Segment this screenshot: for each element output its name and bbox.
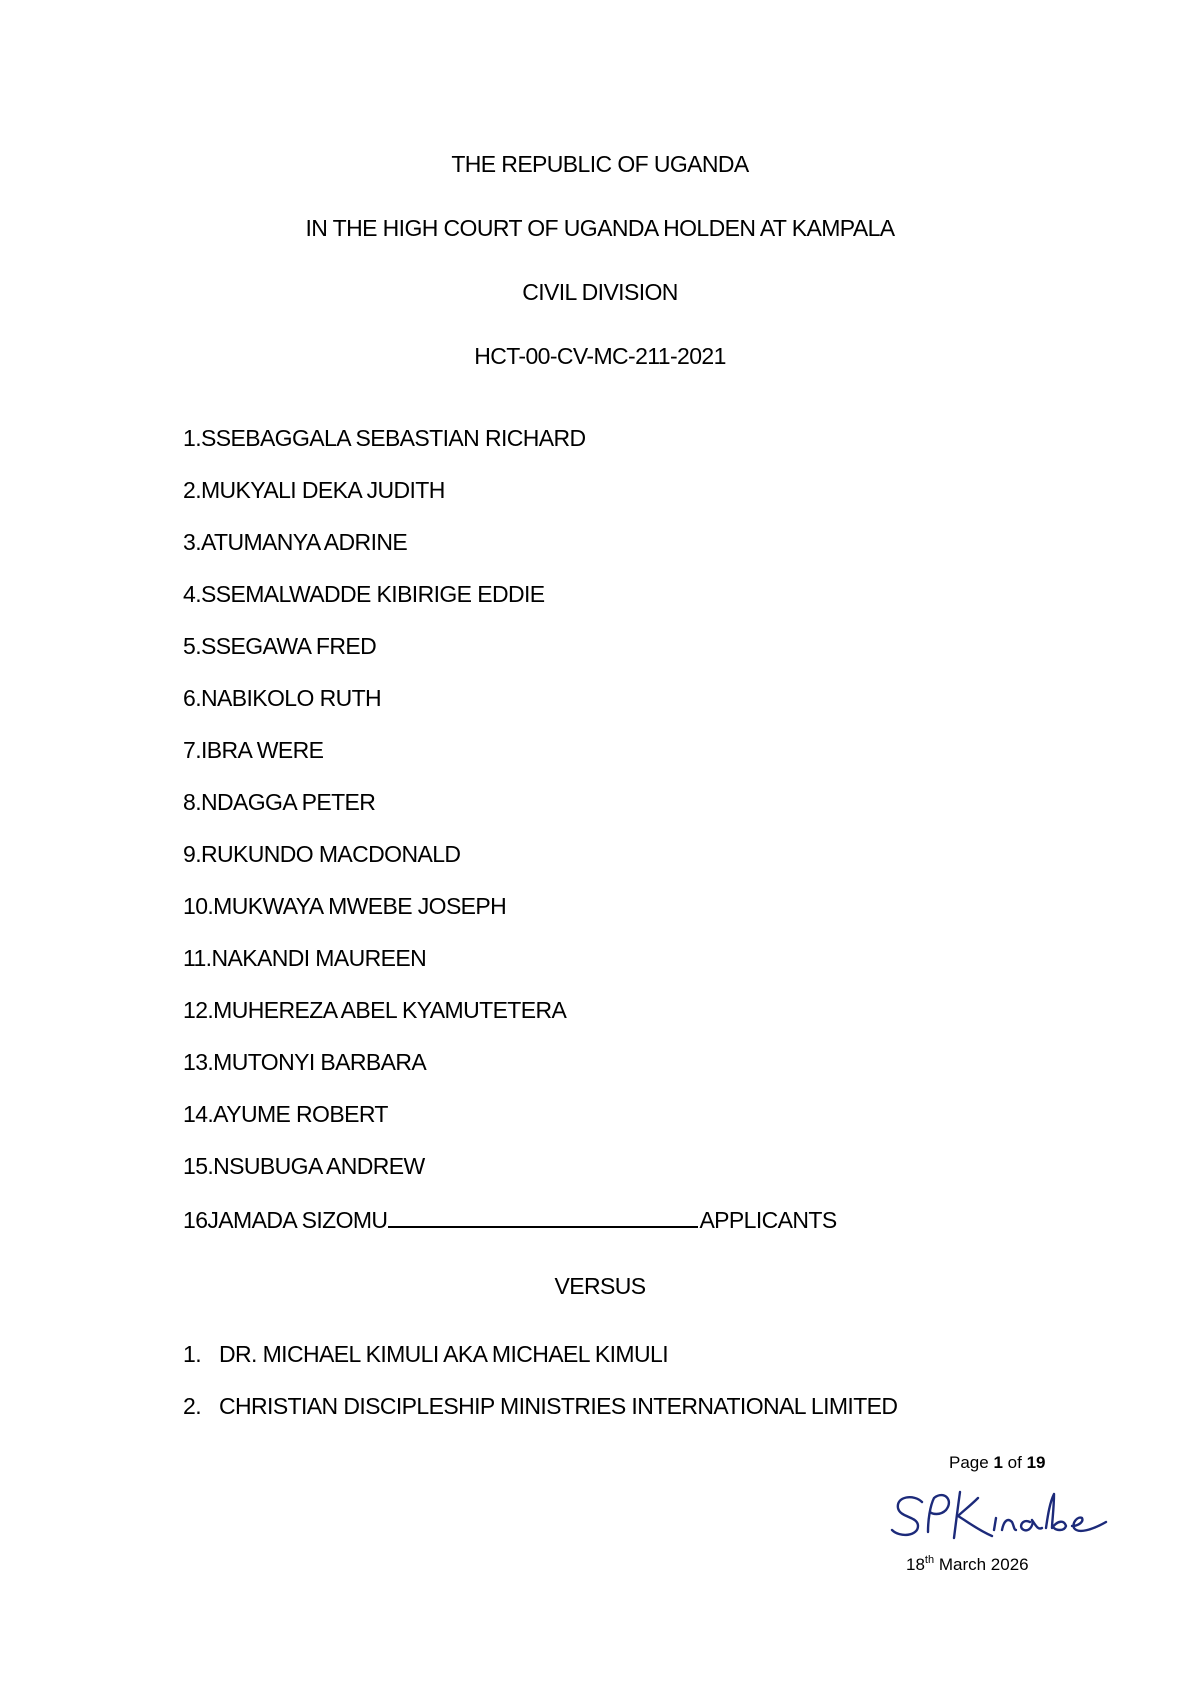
- versus-heading: VERSUS: [554, 1273, 646, 1299]
- applicant-item: 5.SSEGAWA FRED: [183, 633, 377, 659]
- applicant-item: 15.NSUBUGA ANDREW: [183, 1153, 425, 1179]
- page-word: Page: [949, 1453, 989, 1472]
- applicant-item: 14.AYUME ROBERT: [183, 1101, 388, 1127]
- date-day: 18: [906, 1555, 925, 1574]
- signature-image: [888, 1482, 1110, 1548]
- applicants-label: APPLICANTS: [699, 1207, 837, 1233]
- page-counter: [949, 1452, 1045, 1474]
- court-heading: IN THE HIGH COURT OF UGANDA HOLDEN AT KAMPALA: [305, 215, 895, 241]
- applicant-item: 10.MUKWAYA MWEBE JOSEPH: [183, 893, 507, 919]
- applicant-item: 11.NAKANDI MAUREEN: [183, 945, 427, 971]
- applicant-item: 6.NABIKOLO RUTH: [183, 685, 382, 711]
- date-suffix: th: [924, 1554, 935, 1566]
- respondent-number: 2.: [183, 1393, 201, 1419]
- division-heading: CIVIL DIVISION: [522, 279, 678, 305]
- page-total: 19: [1026, 1453, 1046, 1472]
- republic-heading: THE REPUBLIC OF UGANDA: [451, 151, 749, 177]
- applicant-item: 7.IBRA WERE: [183, 737, 324, 763]
- case-number: HCT-00-CV-MC-211-2021: [474, 343, 726, 369]
- applicant-item: 13.MUTONYI BARBARA: [183, 1049, 427, 1075]
- last-applicant-name: 16JAMADA SIZOMU: [183, 1207, 388, 1233]
- applicant-item: 2.MUKYALI DEKA JUDITH: [183, 477, 445, 503]
- applicant-item: 8.NDAGGA PETER: [183, 789, 376, 815]
- respondent-number: 1.: [183, 1341, 201, 1367]
- page-current: 1: [993, 1453, 1003, 1472]
- applicant-item: 1.SSEBAGGALA SEBASTIAN RICHARD: [183, 425, 586, 451]
- respondent-name: DR. MICHAEL KIMULI AKA MICHAEL KIMULI: [219, 1341, 668, 1367]
- date-rest: March 2026: [938, 1555, 1029, 1574]
- page-of: of: [1007, 1453, 1022, 1472]
- respondent-item: [183, 1340, 668, 1368]
- applicant-item: 9.RUKUNDO MACDONALD: [183, 841, 461, 867]
- applicant-item: 4.SSEMALWADDE KIBIRIGE EDDIE: [183, 581, 545, 607]
- signature-date: [906, 1554, 1029, 1576]
- last-applicant-line: [183, 1204, 837, 1234]
- respondent-name: CHRISTIAN DISCIPLESHIP MINISTRIES INTERNATIONAL LIMITED: [219, 1393, 898, 1419]
- respondent-item: [183, 1392, 897, 1420]
- applicant-item: 3.ATUMANYA ADRINE: [183, 529, 408, 555]
- applicant-item: 12.MUHEREZA ABEL KYAMUTETERA: [183, 997, 567, 1023]
- signature-line-divider: [388, 1204, 698, 1228]
